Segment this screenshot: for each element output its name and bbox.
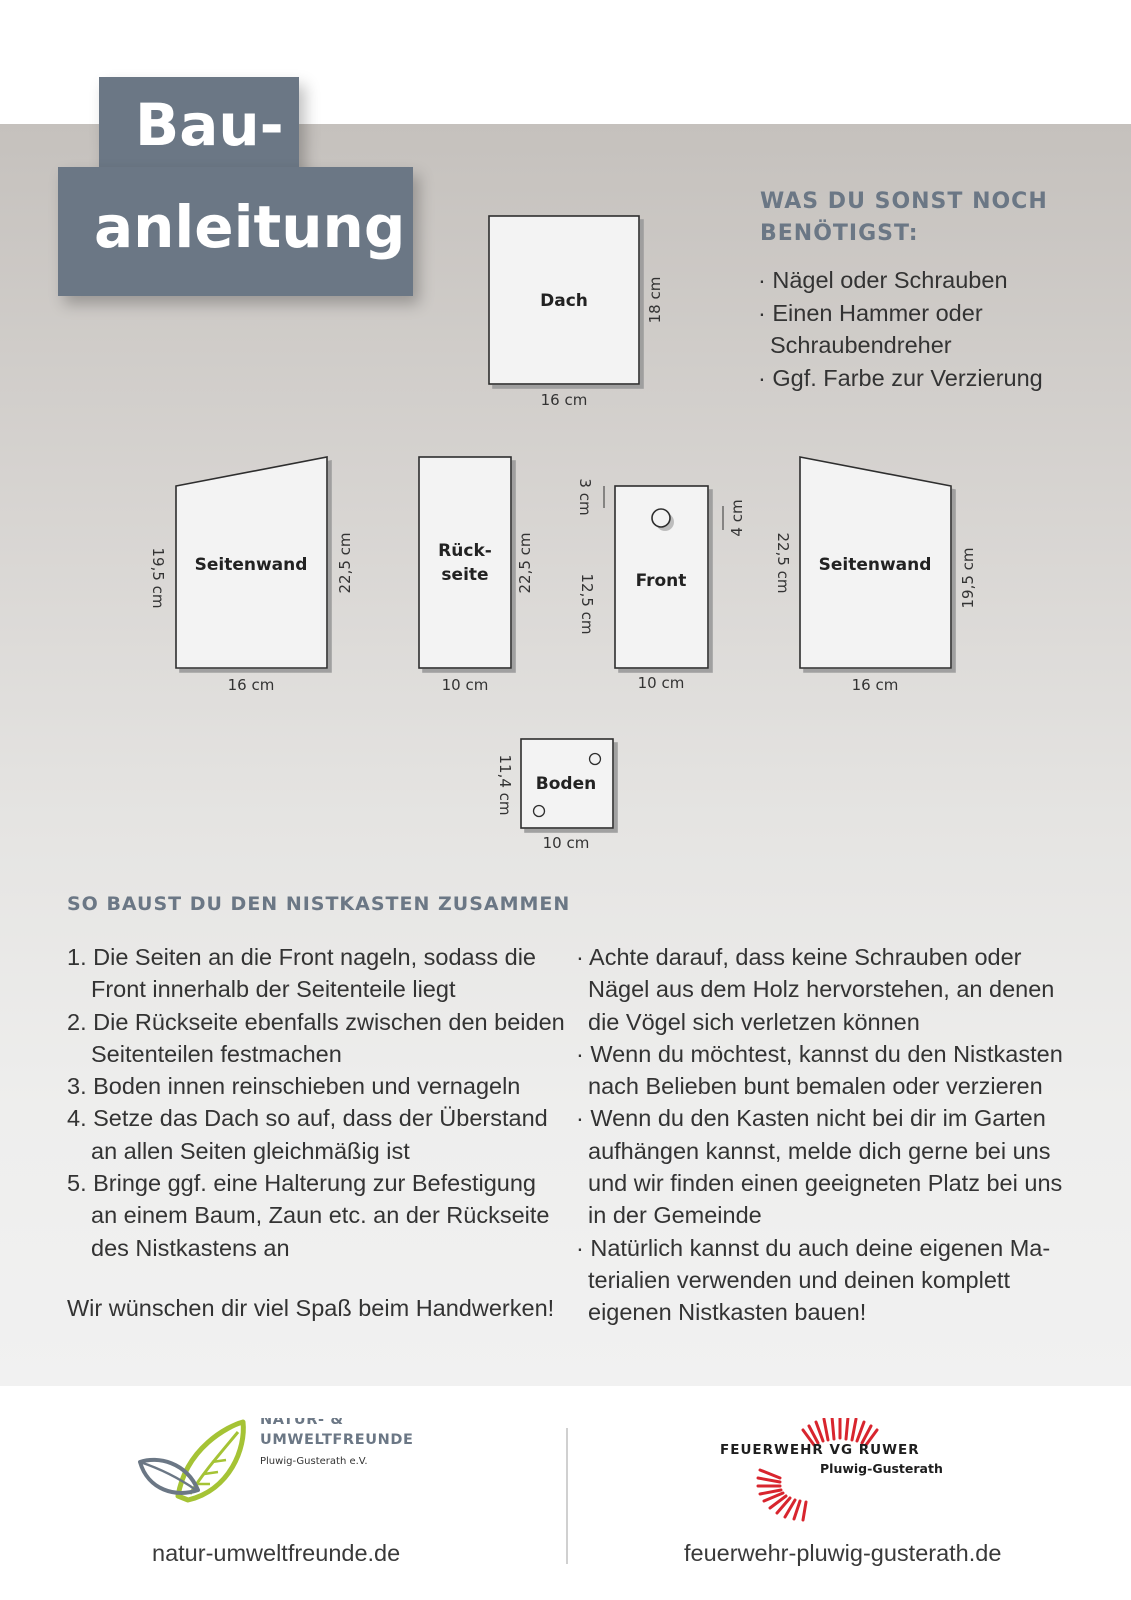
front-height: 12,5 cm — [578, 573, 596, 635]
seitenwand-left-short: 19,5 cm — [149, 547, 167, 609]
natur-url-link[interactable]: natur-umweltfreunde.de — [152, 1540, 401, 1566]
seitenwand-right-width: 16 cm — [851, 676, 899, 694]
assembly-step: 1. Die Seiten an die Front nageln, sodass die Front innerhalb der Seitenteile liegt — [67, 944, 536, 1003]
assembly-step: 2. Die Rückseite ebenfalls zwischen den beiden Seitenteilen festmachen — [67, 1008, 565, 1067]
front-entry-hole — [652, 509, 670, 527]
tip-item: · Natürlich kannst du auch deine eigenen Materialien verwenden und deinen komplett eigenen Nistkasten bauen! — [576, 1234, 1051, 1326]
seitenwand-left-label: Seitenwand — [194, 555, 308, 575]
leaf-icon — [140, 1422, 243, 1500]
tip-item: · Achte darauf, dass keine Schrauben oder Nägel aus dem Holz hervorstehen, an denen die Vögel sich verletzen können — [576, 944, 1055, 1035]
tip-item: · Wenn du möchtest, kannst du den Nistkasten nach Belieben bunt bemalen oder verzieren — [576, 1040, 1063, 1100]
front-label: Front — [635, 571, 687, 591]
boden-label: Boden — [535, 774, 597, 794]
natur-umweltfreunde-logo-svg — [138, 1418, 438, 1528]
front-top-gap: 3 cm — [576, 478, 594, 516]
tip-item: · Wenn du den Kasten nicht bei dir im Garten aufhängen kannst, melde dich gerne bei uns und wir finden einen geeigneten Platz bei uns in der Gemeinde — [576, 1105, 1063, 1229]
tips-list — [576, 941, 1076, 1329]
boden-width: 10 cm — [542, 834, 590, 852]
natur-logo-line-1: NATUR- & — [260, 1418, 344, 1428]
needs-item: · Nägel oder Schrauben — [758, 267, 1008, 293]
feuerwehr-url-link[interactable]: feuerwehr-pluwig-gusterath.de — [684, 1540, 1002, 1566]
seitenwand-right-short: 19,5 cm — [959, 547, 977, 609]
feuerwehr-logo-line-2: Pluwig-Gusterath — [820, 1461, 943, 1476]
seitenwand-left-long: 22,5 cm — [336, 532, 354, 594]
needs-item: · Ggf. Farbe zur Verzierung — [758, 364, 1043, 391]
dach-label: Dach — [540, 291, 588, 311]
seitenwand-left-width: 16 cm — [227, 676, 275, 694]
assembly-step: 4. Setze das Dach so auf, dass der Überstand an allen Seiten gleichmäßig ist — [67, 1105, 548, 1164]
dach-height: 18 cm — [646, 276, 664, 324]
rueckseite-label-1: Rück- — [438, 541, 492, 561]
rueckseite-width: 10 cm — [441, 676, 489, 694]
part-rueckseite — [419, 457, 534, 694]
seitenwand-right-long: 22,5 cm — [774, 532, 792, 594]
assembly-step: 5. Bringe ggf. eine Halterung zur Befestigung an einem Baum, Zaun etc. an der Rückseite des Nistkastens an — [67, 1170, 550, 1261]
front-width: 10 cm — [637, 674, 685, 692]
part-seitenwand-right — [774, 457, 977, 694]
front-hole-size: 4 cm — [728, 499, 746, 537]
title-line-2: anleitung — [94, 193, 406, 261]
part-boden — [496, 739, 613, 852]
seitenwand-right-label: Seitenwand — [818, 555, 932, 575]
feuerwehr-logo[interactable] — [720, 1418, 980, 1532]
needs-item: · Einen Hammer oder Schraubendreher — [758, 299, 983, 358]
part-dach — [489, 216, 664, 409]
rueckseite-height: 22,5 cm — [516, 532, 534, 594]
feuerwehr-logo-svg — [720, 1418, 980, 1528]
assembly-heading: SO BAUST DU DEN NISTKASTEN ZUSAMMEN — [67, 893, 571, 915]
dach-width: 16 cm — [540, 391, 588, 409]
feuerwehr-logo-line-1: FEUERWEHR VG RUWER — [720, 1442, 920, 1458]
boden-height: 11,4 cm — [496, 754, 514, 816]
title-line-1: Bau- — [135, 91, 284, 159]
natur-logo-line-3: Pluwig-Gusterath e.V. — [260, 1456, 368, 1467]
needs-heading-line-2: BENÖTIGST: — [760, 221, 919, 246]
assembly-step: 3. Boden innen reinschieben und vernageln — [67, 1073, 521, 1100]
needs-heading-line-1: WAS DU SONST NOCH — [760, 189, 1048, 214]
rueckseite-label-2: seite — [441, 565, 489, 585]
assembly-steps — [67, 941, 567, 1264]
part-front — [576, 478, 746, 692]
natur-umweltfreunde-logo[interactable] — [138, 1418, 438, 1532]
natur-logo-line-2: UMWELTFREUNDE — [260, 1432, 414, 1448]
closing-text: Wir wünschen dir viel Spaß beim Handwerken! — [67, 1295, 555, 1321]
part-seitenwand-left — [149, 457, 354, 694]
footer-divider — [566, 1428, 568, 1564]
